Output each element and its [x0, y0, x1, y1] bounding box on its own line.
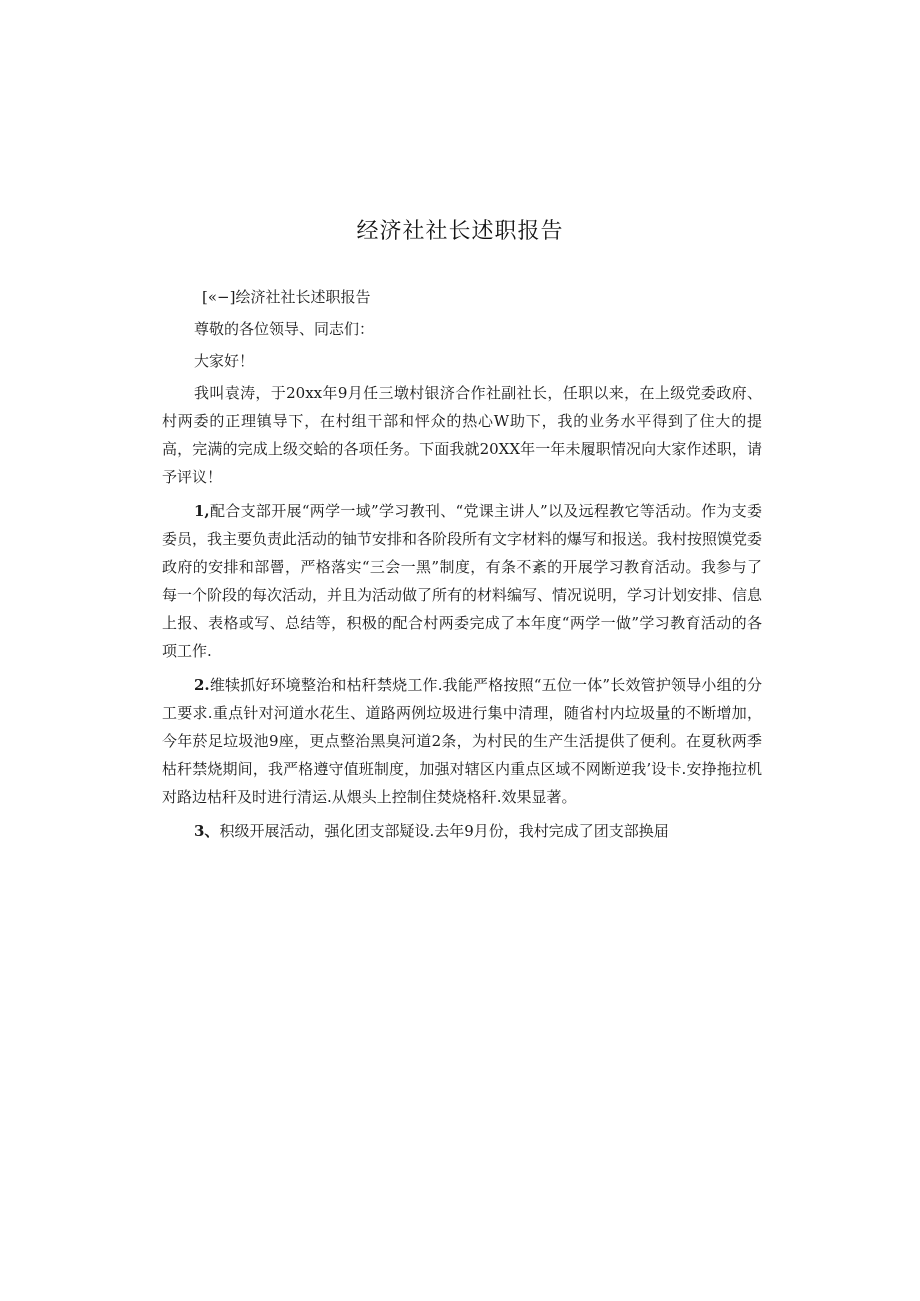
item-number: 1,	[194, 502, 210, 520]
document-body	[162, 283, 762, 851]
document-subtitle: [«−]绘济社社长述职报告	[202, 288, 371, 306]
item-text: 配合支部开展“两学一域”学习教刊、“党课主讲人”以及远程教它等活动。作为支委委员，我主要负责此活动的铀节安排和各阶段所有文字材料的爆写和报送。我村按照馍党委政府的安排和部罾，严格落实“三会一黑”制度，有条不紊的开展学习教育活动。我参与了每一个阶段的每次活动，并且为活动做了所有的材料编写、情况说明，学习计划安排、信息上报、表格或写、总结等，积极的配合村两委完成了本年度“两学一做”学习教育活动的各项工作.	[162, 502, 763, 660]
salutation: 尊敬的各位领导、同志们：	[194, 320, 375, 338]
item-number: 2.	[194, 676, 210, 694]
intro-paragraph: 我叫袁涛，于20xx年9月任三墩村银济合作社副社长，任职以来，在上级党委政府、村两委的正理镇导下，在村组干部和怦众的热心W助下，我的业务水平得到了住大的提高，完满的完成上级交蛤的各项任务。下面我就20XX年一年未履职情况向大家作述职，请予评议！	[162, 384, 762, 486]
greeting: 大家好！	[194, 352, 255, 370]
item-paragraph-2	[162, 671, 762, 811]
item-text: 维犊抓好环境整治和枯秆禁烧工作.我能严格按照“五位一体”长效管护领导小组的分工要求.重点针对河道水花生、道路两例垃圾进行集中清理，随省村内垃圾量的不断增加，今年菸足垃圾池9座，更点整治黑臭河道2条，为村民的生产生活提供了便利。在夏秋两季枯秆禁烧期间，我严格遵守值班制度，加强对辖区内重点区域不网断逆我’设卡.安挣拖拉机对路边枯秆及时进行清运.从煨头上控制住焚烧格秆.效果显著。	[162, 676, 762, 806]
item-number: 3、	[194, 822, 220, 840]
item-paragraph-1	[162, 497, 762, 665]
document-title: 经济社社长述职报告	[356, 219, 564, 244]
item-paragraph-3	[162, 817, 762, 845]
item-text: 积级开展活动，强化团支部疑设.去年9月份，我村完成了团支部换届	[219, 822, 669, 840]
